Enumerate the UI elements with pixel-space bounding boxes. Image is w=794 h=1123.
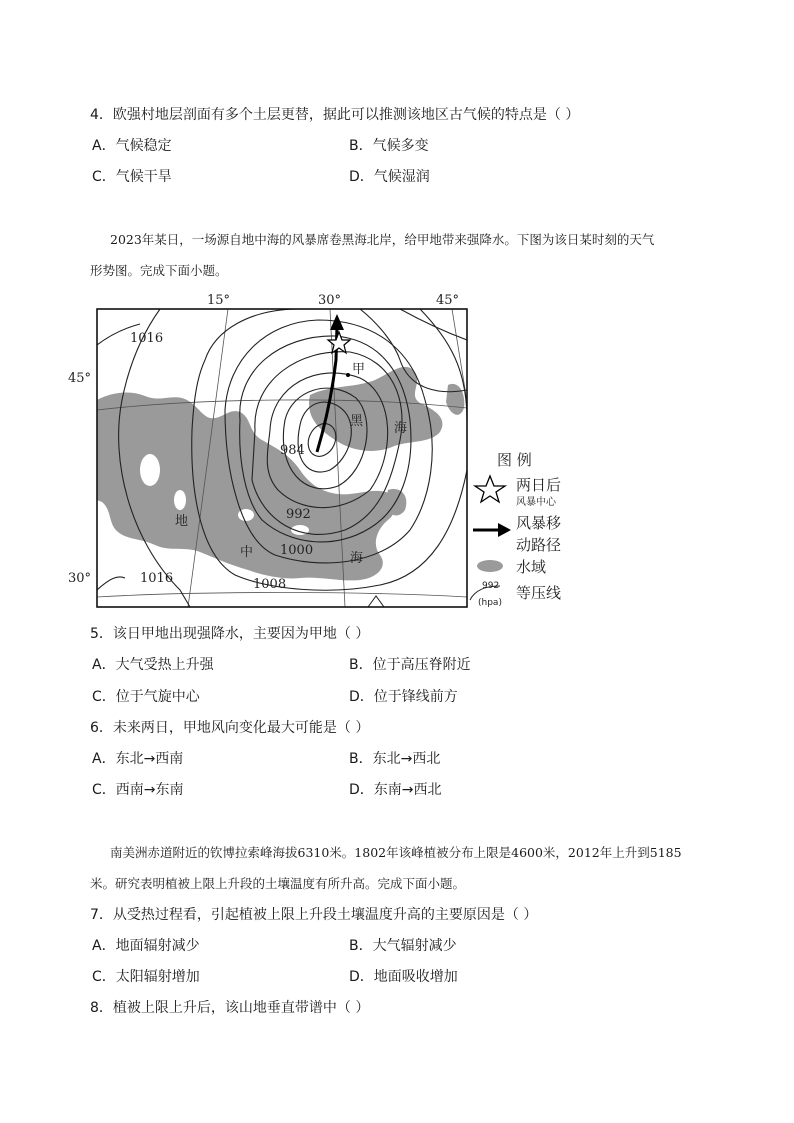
passage-2-line-1: 南美洲赤道附近的钦博拉索峰海拔6310米。1802年该峰植被分布上限是4600米，2012年上升到5185 [110,845,682,860]
legend-star-icon [475,476,505,502]
lat-label-30: 30° [68,571,92,586]
q5-option-b[interactable]: B．位于高压脊附近 [349,657,471,673]
q5-option-d[interactable]: D．位于锋线前方 [349,689,458,705]
lon-label-45: 45° [436,293,460,308]
place-label-di: 地 [175,514,189,529]
q7-option-a[interactable]: A．地面辐射减少 [92,938,200,954]
place-label-jia: 甲 [352,362,366,377]
question-7-stem: 7．从受热过程看，引起植被上限上升段土壤温度升高的主要原因是（ ） [90,907,538,923]
place-label-hai-1: 海 [394,421,408,436]
weather-map [0,285,794,615]
isobar-label-1016-nw: 1016 [130,331,164,346]
passage-1-line-1: 2023年某日，一场源自地中海的风暴席卷黑海北岸，给甲地带来强降水。下图为该日某时刻的天气 [110,232,655,247]
q4-option-b[interactable]: B．气候多变 [349,138,429,154]
legend-title: 图 例 [497,451,532,469]
isobar-label-984: 984 [280,443,305,458]
isobar-label-1016-sw: 1016 [140,571,174,586]
place-label-hei: 黑 [350,414,364,429]
map-legend [470,451,561,608]
legend-isobar-value: 992 [482,581,500,591]
question-8-stem: 8．植被上限上升后，该山地垂直带谱中（ ） [90,1000,370,1016]
q4-option-a[interactable]: A．气候稳定 [92,138,172,154]
isobar-label-1000: 1000 [280,543,314,558]
passage-2-line-2: 米。研究表明植被上限上升段的土壤温度有所升高。完成下面小题。 [90,876,466,891]
q7-option-c[interactable]: C．太阳辐射增加 [92,969,200,985]
q7-option-d[interactable]: D．地面吸收增加 [349,969,458,985]
legend-isobar-unit: (hpa) [478,598,502,608]
lon-label-30: 30° [318,293,342,308]
question-6-stem: 6．未来两日，甲地风向变化最大可能是（ ） [90,720,370,736]
q4-option-d[interactable]: D．气候湿润 [349,169,430,185]
q5-option-c[interactable]: C．位于气旋中心 [92,689,200,705]
passage-1-line-2: 形势图。完成下面小题。 [90,263,228,278]
legend-star-line-2: 风暴中心 [516,497,556,508]
q7-option-b[interactable]: B．大气辐射减少 [349,938,457,954]
isobar-label-1008: 1008 [253,577,287,592]
question-5-stem: 5．该日甲地出现强降水，主要因为甲地（ ） [90,626,370,642]
legend-water: 水域 [516,558,547,576]
place-label-zhong: 中 [240,545,254,560]
legend-star-line-1: 两日后 [516,476,562,494]
legend-arrow-line-2: 动路径 [516,536,562,554]
q6-option-c[interactable]: C．西南→东南 [92,782,184,798]
legend-water-icon [477,560,503,572]
legend-arrow-line-1: 风暴移 [516,514,562,532]
lat-label-45: 45° [68,371,92,386]
q6-option-d[interactable]: D．东南→西北 [349,782,442,798]
question-4-stem: 4．欧强村地层剖面有多个土层更替，据此可以推测该地区古气候的特点是（ ） [90,107,580,123]
legend-isobar: 等压线 [516,584,562,602]
lon-label-15: 15° [207,293,231,308]
q6-option-b[interactable]: B．东北→西北 [349,751,441,767]
place-label-hai-2: 海 [350,551,364,566]
q6-option-a[interactable]: A．东北→西南 [92,751,184,767]
q5-option-a[interactable]: A．大气受热上升强 [92,657,214,673]
isobar-label-992: 992 [286,507,311,522]
legend-arrow-icon [498,523,511,537]
q4-option-c[interactable]: C．气候干旱 [92,169,172,185]
